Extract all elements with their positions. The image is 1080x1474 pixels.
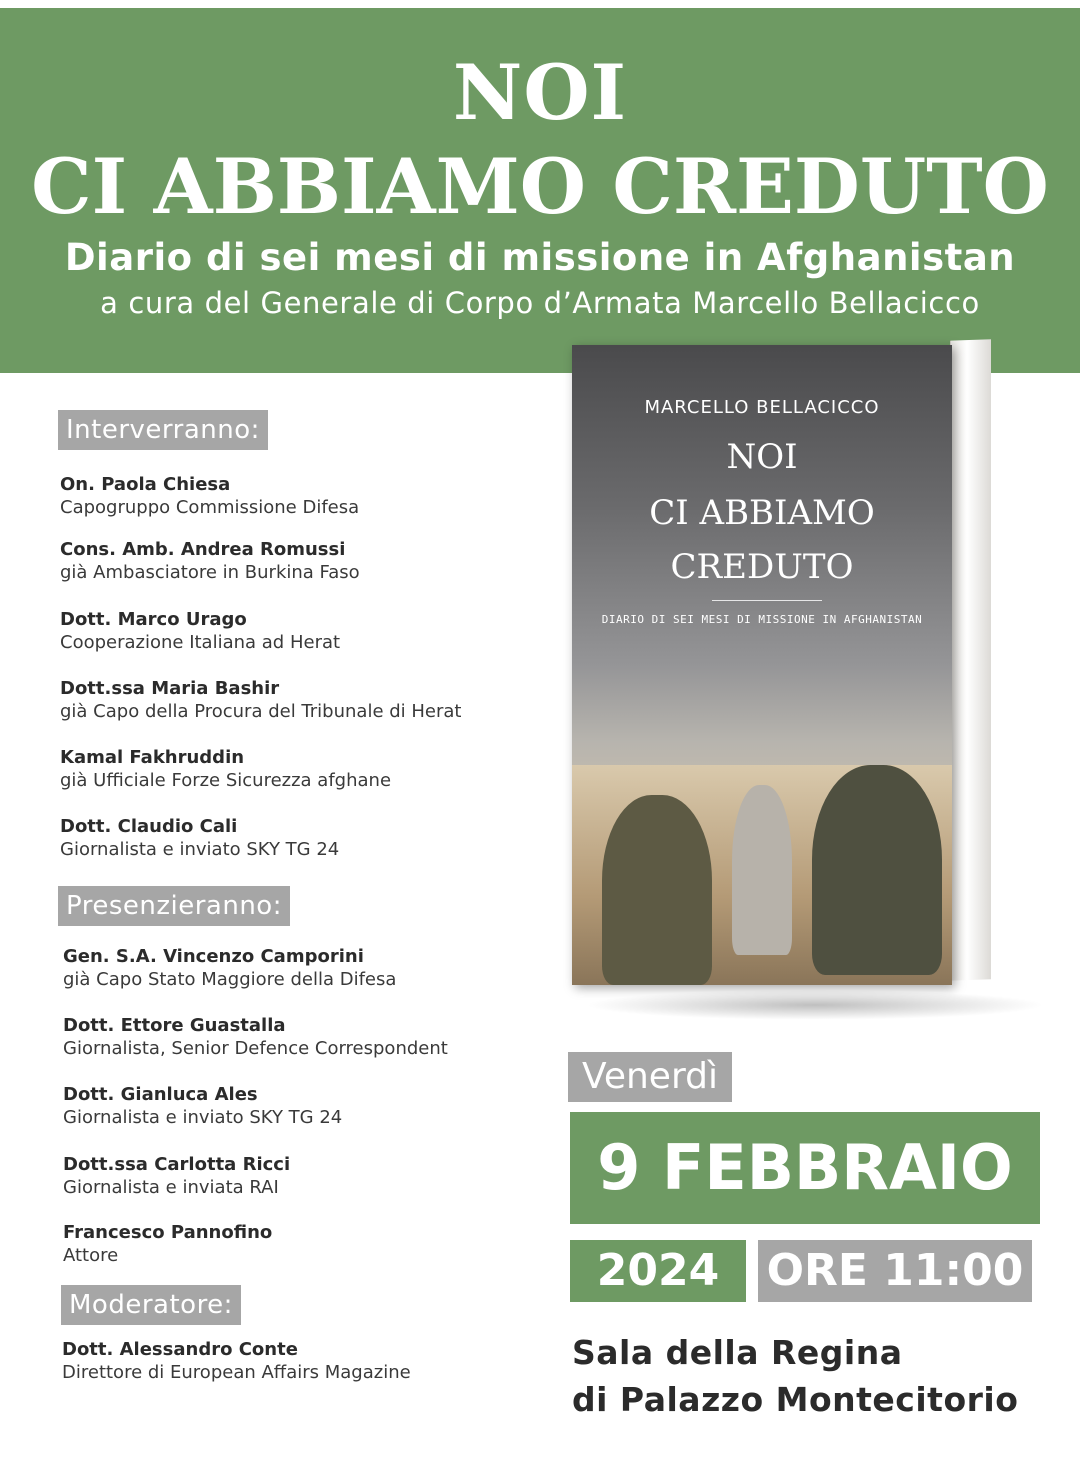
attendee-name: Dott.ssa Carlotta Ricci <box>63 1154 291 1175</box>
speaker-role: Giornalista e inviato SKY TG 24 <box>60 839 340 860</box>
attendee-role: già Capo Stato Maggiore della Difesa <box>63 969 397 990</box>
attendee-name: Gen. S.A. Vincenzo Camporini <box>63 946 364 967</box>
moderator-label: Moderatore: <box>61 1285 241 1325</box>
book-author: MARCELLO BELLACICCO <box>644 397 880 418</box>
attendee-name: Dott. Ettore Guastalla <box>63 1015 286 1036</box>
speaker-item <box>60 746 391 792</box>
speaker-role: Cooperazione Italiana ad Herat <box>60 632 341 653</box>
attendees-label: Presenzieranno: <box>58 886 290 926</box>
event-time: ORE 11:00 <box>758 1240 1032 1302</box>
speaker-item <box>60 473 359 519</box>
speaker-role: già Ufficiale Forze Sicurezza afghane <box>60 770 392 791</box>
title-line-1: NOI <box>452 48 628 137</box>
speaker-name: Kamal Fakhruddin <box>60 747 245 768</box>
speaker-role: Capogruppo Commissione Difesa <box>60 497 360 518</box>
cover-photo <box>572 765 952 985</box>
moderator-name: Dott. Alessandro Conte <box>62 1339 298 1360</box>
attendee-name: Francesco Pannofino <box>63 1222 273 1243</box>
speaker-name: Dott. Marco Urago <box>60 609 247 630</box>
event-day: Venerdì <box>568 1052 732 1102</box>
moderator-item <box>62 1338 411 1384</box>
speakers-label: Interverranno: <box>58 410 268 450</box>
attendee-name: Dott. Gianluca Ales <box>63 1084 258 1105</box>
speaker-role: già Capo della Procura del Tribunale di Herat <box>60 701 462 722</box>
venue-line-2: di Palazzo Montecitorio <box>572 1380 1019 1419</box>
attendee-item <box>63 945 396 991</box>
attendee-item <box>63 1083 342 1129</box>
soldier-figure-right <box>812 765 942 975</box>
attendee-role: Giornalista, Senior Defence Correspondent <box>63 1038 448 1059</box>
speaker-item <box>60 538 360 584</box>
book-title-line-1: NOI <box>726 437 798 477</box>
attendee-role: Attore <box>63 1245 119 1266</box>
speaker-item <box>60 815 339 861</box>
speaker-name: Dott.ssa Maria Bashir <box>60 678 280 699</box>
book-title-line-3: CREDUTO <box>670 547 854 587</box>
attendee-role: Giornalista e inviata RAI <box>63 1177 279 1198</box>
book-cover <box>572 345 952 985</box>
attendee-role: Giornalista e inviato SKY TG 24 <box>63 1107 343 1128</box>
book-subtitle: DIARIO DI SEI MESI DI MISSIONE IN AFGHANISTAN <box>601 613 923 626</box>
book-shadow <box>585 990 1045 1020</box>
speaker-item <box>60 677 462 723</box>
book-title-line-2: CI ABBIAMO <box>649 493 875 533</box>
venue-line-1: Sala della Regina <box>572 1333 903 1372</box>
book-pages <box>950 339 991 980</box>
curator-line: a cura del Generale di Corpo d’Armata Marcello Bellacicco <box>100 286 980 320</box>
attendee-item <box>63 1153 290 1199</box>
soldier-figure-left <box>602 795 712 985</box>
event-year: 2024 <box>570 1240 746 1302</box>
speaker-role: già Ambasciatore in Burkina Faso <box>60 562 360 583</box>
attendee-item <box>63 1014 448 1060</box>
speaker-name: Cons. Amb. Andrea Romussi <box>60 539 346 560</box>
child-figure <box>732 785 792 955</box>
book-divider <box>712 600 822 601</box>
speaker-name: Dott. Claudio Cali <box>60 816 238 837</box>
event-date: 9 FEBBRAIO <box>570 1112 1040 1224</box>
moderator-role: Direttore di European Affairs Magazine <box>62 1362 411 1383</box>
speaker-item <box>60 608 340 654</box>
attendee-item <box>63 1221 272 1267</box>
subtitle: Diario di sei mesi di missione in Afghanistan <box>64 236 1016 279</box>
speaker-name: On. Paola Chiesa <box>60 474 231 495</box>
title-line-2: CI ABBIAMO CREDUTO <box>31 142 1049 231</box>
